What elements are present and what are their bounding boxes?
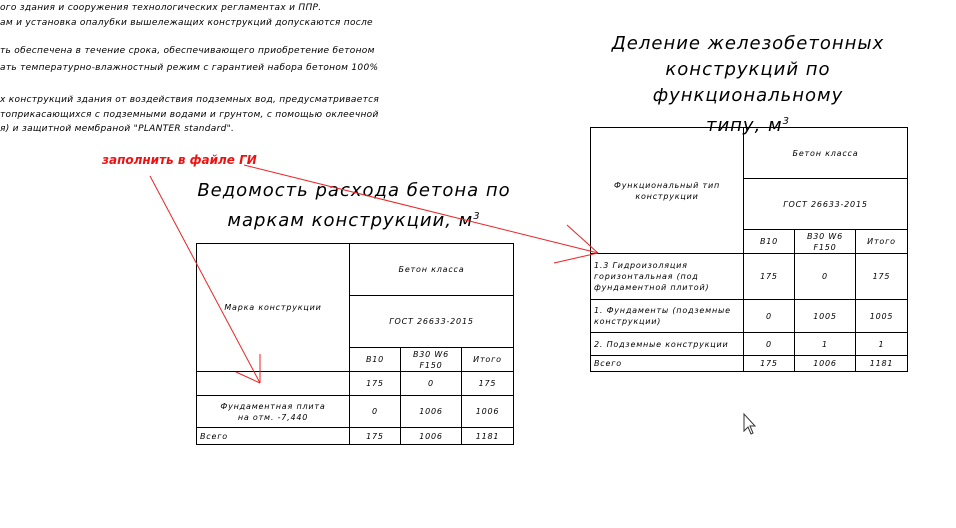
header-total: Итого <box>462 348 514 372</box>
table-row <box>197 396 514 428</box>
mouse-cursor-icon <box>744 414 755 434</box>
note-line-6: топрикасающихся с подземными водами и грунтом, с помощью оклеечной <box>0 110 379 120</box>
row-name: Фундаментная плита на отм. -7,440 <box>197 396 350 428</box>
row-b10: 175 <box>744 356 795 372</box>
row-b10: 175 <box>350 372 401 396</box>
note-line-4: ать температурно-влажностный режим с гарантией набора бетоном 100% <box>0 63 379 73</box>
header-concrete-class: Бетон класса <box>350 244 514 296</box>
row-name: Всего <box>197 428 350 445</box>
note-line-7: я) и защитной мембраной "PLANTER standard". <box>0 124 235 134</box>
right-title-line-3-text: типу, м <box>705 115 783 136</box>
right-title-line-1: Деление железобетонных <box>611 33 885 54</box>
row-b30: 1005 <box>795 300 856 333</box>
left-title-line-2-text: маркам конструкции, м <box>227 210 474 231</box>
row-b30: 1006 <box>401 428 462 445</box>
left-title-line-1: Ведомость расхода бетона по <box>197 180 511 201</box>
note-line-2: ам и установка опалубки вышележащих конструкций допускаются после <box>0 18 373 28</box>
header-gost: ГОСТ 26633-2015 <box>350 296 514 348</box>
row-total: 1006 <box>462 396 514 428</box>
row-b30: 1006 <box>795 356 856 372</box>
row-b30: 1006 <box>401 396 462 428</box>
row-name: 2. Подземные конструкции <box>591 333 744 356</box>
header-b30: В30 W6 F150 <box>795 230 856 254</box>
note-line-1: ого здания и сооружения технологических регламентах и ППР. <box>0 3 322 13</box>
header-gost: ГОСТ 26633-2015 <box>744 179 908 230</box>
header-b10: В10 <box>350 348 401 372</box>
row-total: 1005 <box>856 300 908 333</box>
table-row <box>591 300 908 333</box>
header-functional-type: Функциональный тип конструкции <box>591 128 744 254</box>
header-b10: В10 <box>744 230 795 254</box>
header-total: Итого <box>856 230 908 254</box>
note-line-5: х конструкций здания от воздействия подземных вод, предусматривается <box>0 95 380 105</box>
table-row <box>591 254 908 300</box>
right-title-superscript: 3 <box>782 116 790 127</box>
row-total: 175 <box>462 372 514 396</box>
row-total: 1181 <box>462 428 514 445</box>
row-b10: 0 <box>744 333 795 356</box>
header-concrete-class: Бетон класса <box>744 128 908 179</box>
row-b10: 175 <box>350 428 401 445</box>
note-line-3: ть обеспечена в течение срока, обеспечивающего приобретение бетоном <box>0 46 375 56</box>
annotation-text: заполнить в файле ГИ <box>102 153 257 167</box>
left-title-superscript: 3 <box>473 211 481 222</box>
left-title-line-2 <box>196 204 512 234</box>
row-name <box>197 372 350 396</box>
row-b10: 0 <box>350 396 401 428</box>
concrete-by-mark-table <box>196 243 514 445</box>
right-table-title <box>590 31 906 139</box>
concrete-by-type-table <box>590 127 908 372</box>
table-row <box>591 333 908 356</box>
row-b10: 175 <box>744 254 795 300</box>
row-b10: 0 <box>744 300 795 333</box>
row-total: 1181 <box>856 356 908 372</box>
row-name: 1.3 Гидроизоляция горизонтальная (под фундаментной плитой) <box>591 254 744 300</box>
row-name: Всего <box>591 356 744 372</box>
row-name: 1. Фундаменты (подземные конструкции) <box>591 300 744 333</box>
row-b30: 0 <box>795 254 856 300</box>
row-b30: 1 <box>795 333 856 356</box>
row-total: 1 <box>856 333 908 356</box>
table-row <box>591 356 908 372</box>
header-mark-construction: Марка конструкции <box>197 244 350 372</box>
left-table-title <box>196 178 512 234</box>
row-total: 175 <box>856 254 908 300</box>
table-row <box>197 428 514 445</box>
row-b30: 0 <box>401 372 462 396</box>
header-b30: В30 W6 F150 <box>401 348 462 372</box>
table-row <box>197 372 514 396</box>
right-title-line-2: конструкций по функциональному <box>652 59 844 106</box>
